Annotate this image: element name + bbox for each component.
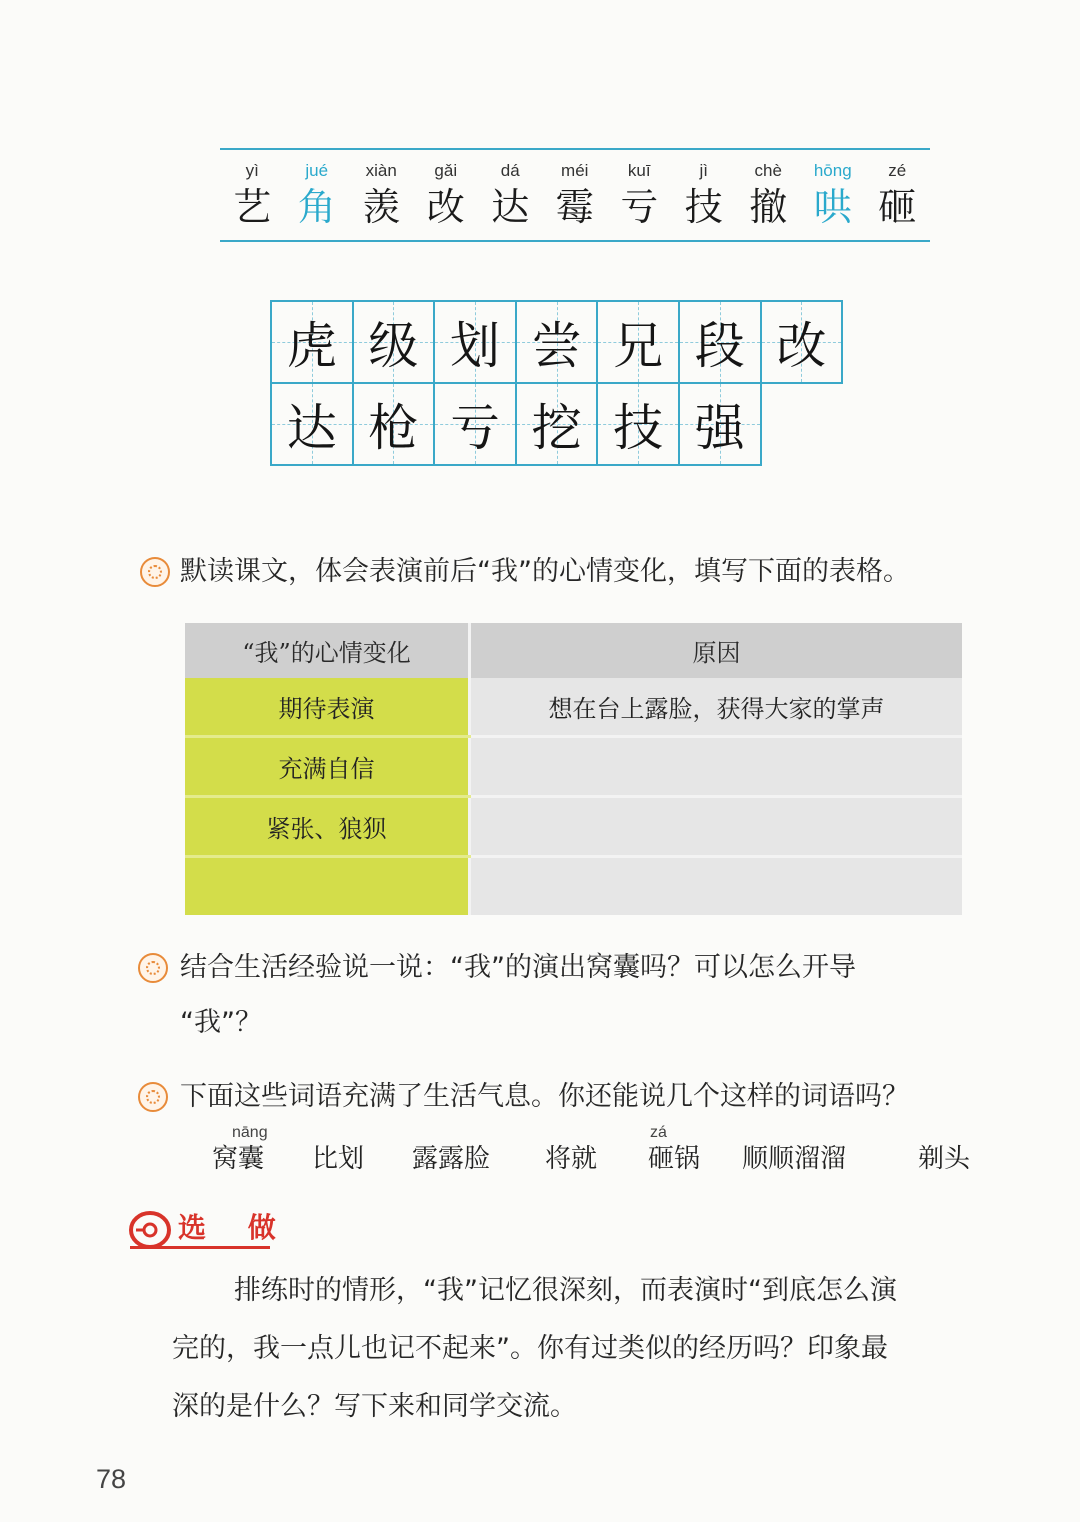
grid-box — [596, 300, 680, 384]
grid-character: 达 — [286, 399, 337, 457]
grid-box — [678, 382, 762, 466]
optional-paragraph — [172, 1262, 998, 1436]
grid-box — [515, 300, 599, 384]
strip-top-rule — [220, 148, 930, 150]
character: 改 — [426, 185, 465, 229]
question-marker-icon — [138, 953, 168, 983]
optional-title: 选 做 — [178, 1211, 292, 1244]
mood-change-table — [185, 623, 962, 915]
strip-cell-highlight — [285, 158, 350, 230]
question-3-text: 下面这些词语充满了生活气息。你还能说几个这样的词语吗？ — [180, 1081, 909, 1112]
table-cell-mood: 期待表演 — [185, 678, 470, 737]
character: 霉 — [555, 185, 594, 229]
grid-box — [433, 300, 517, 384]
table-header-mood: “我”的心情变化 — [185, 623, 470, 678]
grid-character: 虎 — [286, 317, 337, 375]
strip-cell-highlight — [801, 158, 866, 230]
strip-cell — [220, 158, 285, 230]
pinyin: zé — [888, 161, 907, 180]
table-cell-reason[interactable] — [470, 857, 963, 916]
table-row — [185, 797, 962, 857]
grid-box — [433, 382, 517, 466]
grid-character: 技 — [613, 399, 664, 457]
character: 角 — [297, 185, 336, 229]
question-1-text: 默读课文，体会表演前后“我”的心情变化，填写下面的表格。 — [180, 556, 910, 587]
strip-cell — [736, 158, 801, 230]
pinyin: chè — [754, 161, 782, 180]
table-cell-reason[interactable] — [470, 797, 963, 857]
grid-row — [270, 382, 870, 464]
pinyin: jì — [699, 161, 708, 180]
word-item: 露露脸 — [412, 1144, 491, 1174]
question-marker-icon — [140, 557, 170, 587]
grid-character: 亏 — [449, 399, 500, 457]
grid-character: 划 — [449, 317, 500, 375]
grid-row — [270, 300, 870, 382]
question-2-text-line1: 结合生活经验说一说：“我”的演出窝囊吗？可以怎么开导 — [180, 952, 856, 983]
grid-character: 强 — [694, 399, 745, 457]
grid-box — [678, 300, 762, 384]
grid-character: 级 — [368, 317, 419, 375]
strip-cell — [543, 158, 608, 230]
paragraph-line: 深的是什么？写下来和同学交流。 — [172, 1391, 577, 1422]
word-item: 比划 — [312, 1144, 365, 1174]
table-cell-reason[interactable] — [470, 737, 963, 797]
ruby-za: zá — [650, 1124, 667, 1141]
question-marker-icon — [138, 1082, 168, 1112]
paragraph-line: 完的，我一点儿也记不起来”。你有过类似的经历吗？印象最 — [172, 1333, 888, 1364]
character: 哄 — [813, 185, 852, 229]
character: 技 — [684, 185, 723, 229]
question-2-text-line2: “我”？ — [180, 1007, 262, 1038]
table-header-row — [185, 623, 962, 678]
paragraph-line: 排练时的情形，“我”记忆很深刻，而表演时“到底怎么演 — [234, 1275, 897, 1306]
ruby-nang: nāng — [232, 1124, 268, 1141]
grid-character: 枪 — [368, 399, 419, 457]
grid-box — [270, 300, 354, 384]
pinyin: xiàn — [365, 161, 397, 180]
table-cell-mood: 充满自信 — [185, 737, 470, 797]
grid-character: 挖 — [531, 399, 582, 457]
grid-character: 改 — [776, 317, 827, 375]
table-row — [185, 737, 962, 797]
strip-cell — [672, 158, 737, 230]
strip-cell — [865, 158, 930, 230]
pinyin: gǎi — [434, 161, 458, 180]
grid-character: 尝 — [531, 317, 582, 375]
character-writing-grid — [270, 300, 870, 464]
grid-box — [352, 300, 436, 384]
word-item: 窝囊 — [212, 1144, 265, 1174]
strip-cell — [607, 158, 672, 230]
pinyin: hōng — [813, 161, 852, 180]
table-cell-mood: 紧张、狼狈 — [185, 797, 470, 857]
table-cell-mood[interactable] — [185, 857, 470, 916]
word-item: 剃头 — [918, 1144, 971, 1174]
page-number: 78 — [96, 1464, 127, 1494]
grid-box — [596, 382, 680, 466]
table-cell-reason[interactable]: 想在台上露脸，获得大家的掌声 — [470, 678, 963, 737]
grid-character: 兄 — [613, 317, 664, 375]
strip-cell — [349, 158, 414, 230]
optional-badge-icon — [128, 1210, 172, 1250]
grid-character: 段 — [694, 317, 745, 375]
strip-bottom-rule — [220, 240, 930, 242]
grid-box — [515, 382, 599, 466]
pinyin: yì — [245, 161, 259, 180]
pinyin: dá — [500, 161, 520, 180]
word-item: 将就 — [545, 1144, 598, 1174]
pinyin-character-strip — [220, 158, 930, 230]
grid-box — [270, 382, 354, 466]
pinyin: jué — [305, 161, 329, 180]
character: 撤 — [749, 185, 788, 229]
character: 亏 — [620, 185, 659, 229]
pinyin: méi — [561, 161, 589, 180]
character: 艺 — [233, 185, 272, 229]
table-row — [185, 678, 962, 737]
character: 砸 — [878, 185, 917, 229]
table-row — [185, 857, 962, 916]
grid-box — [760, 300, 844, 384]
table-header-reason: 原因 — [470, 623, 963, 678]
grid-box — [352, 382, 436, 466]
word-item: 顺顺溜溜 — [742, 1144, 847, 1174]
word-item: 砸锅 — [648, 1144, 701, 1174]
strip-cell — [414, 158, 479, 230]
character: 达 — [491, 185, 530, 229]
strip-cell — [478, 158, 543, 230]
character: 羡 — [362, 185, 401, 229]
optional-underline — [130, 1246, 270, 1249]
pinyin: kuī — [627, 161, 651, 180]
